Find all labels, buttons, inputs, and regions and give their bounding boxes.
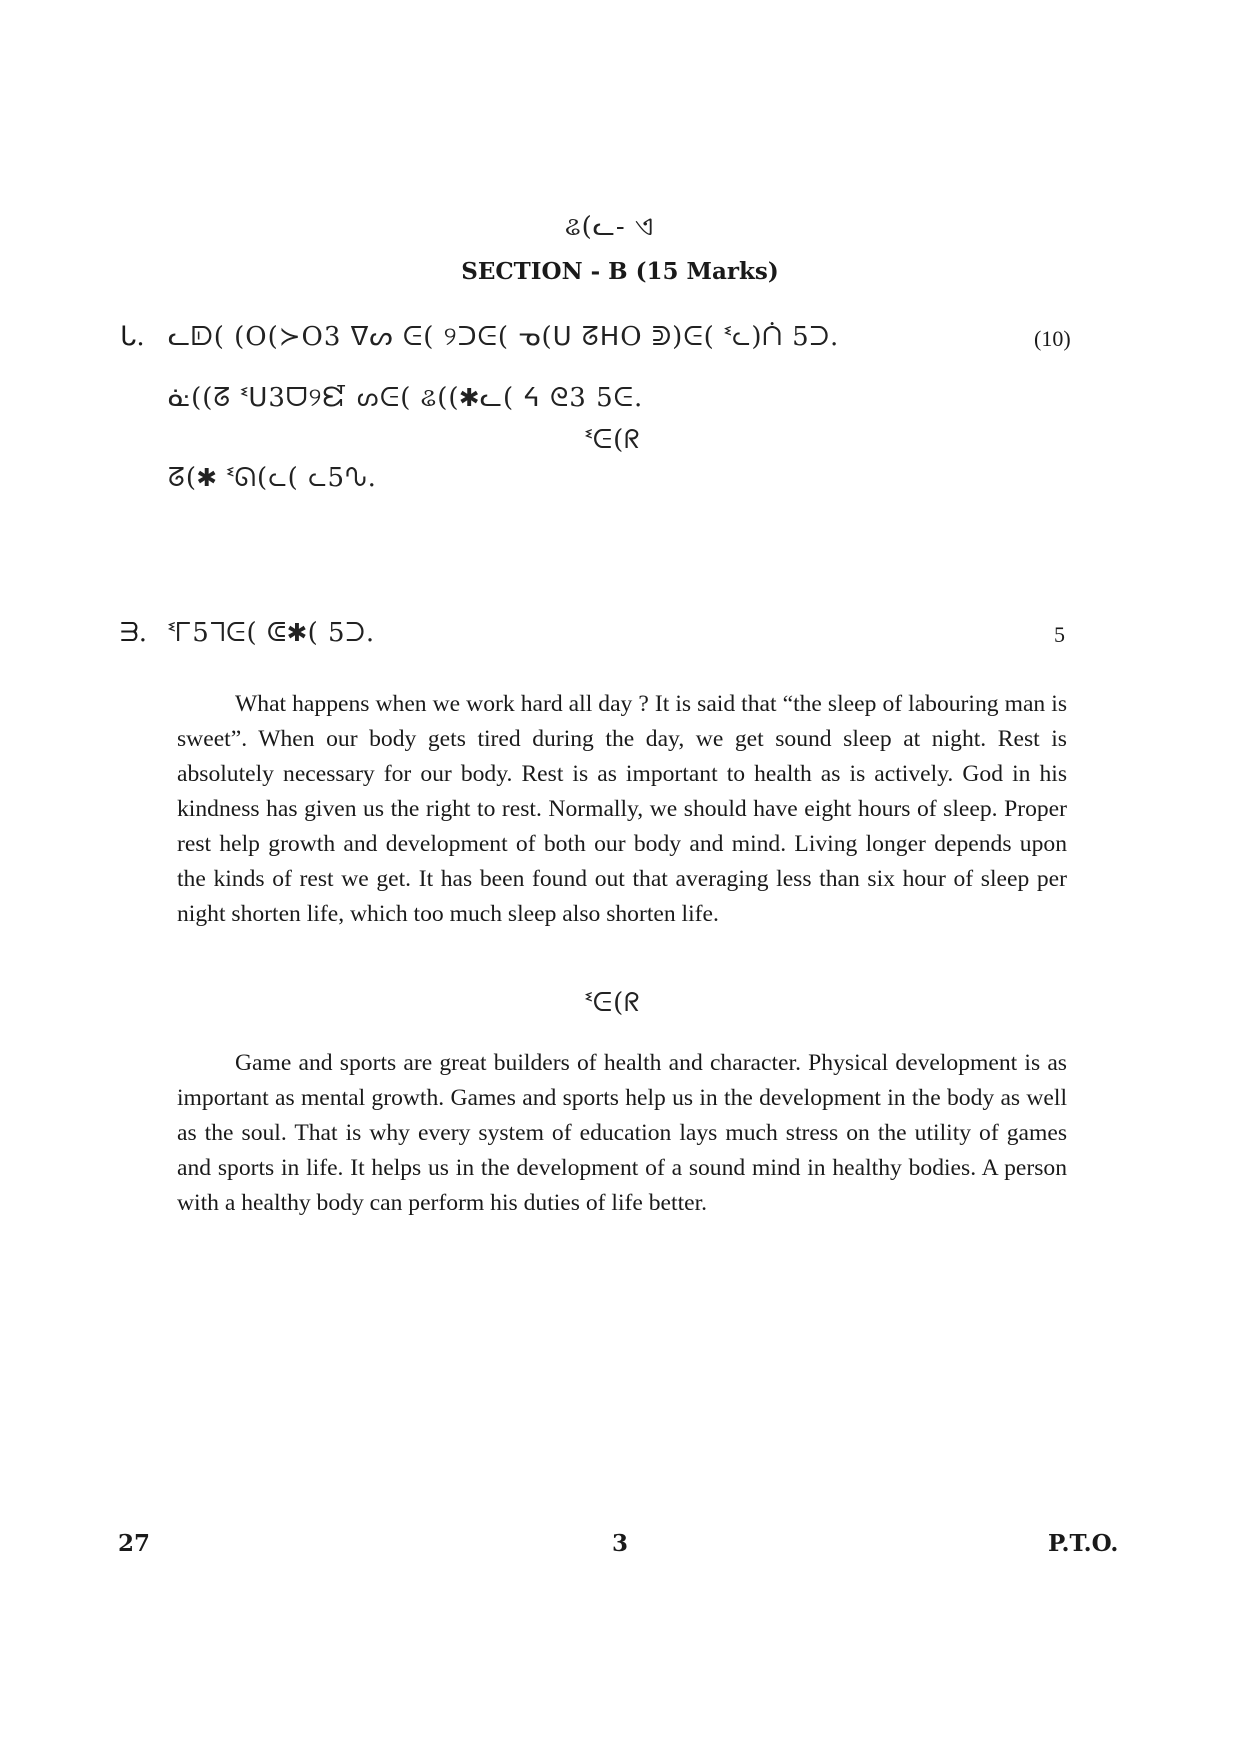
- question-3-marks: 5: [1054, 622, 1065, 647]
- footer-paper-code: 27: [118, 1530, 151, 1557]
- question-2-line-3: ᘔ(✱ ᓫᘏ(ᓚ( ᓚ5ᔐ.: [168, 463, 377, 493]
- footer-page-number: 3: [612, 1530, 629, 1557]
- section-title: SECTION - B (15 Marks): [461, 258, 779, 285]
- question-3-or-label: ᓫᕮ(ᖇ: [585, 988, 641, 1018]
- question-2-number: ᒐ.: [120, 322, 145, 352]
- question-3-number: ᗱ.: [120, 618, 148, 648]
- footer-pto: P.T.O.: [1048, 1530, 1119, 1557]
- section-header-script: ଌ(ᓚ- ଏ: [565, 212, 655, 242]
- question-2-line-2: ᓎ((ᘔ ᓫᑌ3ᗜ୨ᘿ ᔕᕮ( ଌ((✱ᓚ( ᔦ ᘓ3 5ᕮ.: [168, 383, 644, 413]
- passage-1: What happens when we work hard all day ? It is said that “the sleep of labouring man is sweet”. When our body gets tired during the day, we get sound sleep at night. Rest is absolutely necessary for our body. Rest is as important to health as is actively. God in his kindness has given us the right to rest. Normally, we should have eight hours of sleep. Proper rest help growth and development of both our body and mind. Living longer depends upon the kinds of rest we get. It has been found out that averaging less than six hour of sleep per night shorten life, which too much sleep also shorten life.: [177, 691, 1067, 927]
- question-2-or-label: ᓫᕮ(ᖇ: [585, 425, 641, 455]
- question-3-prompt: ᓫᒥ5ᒣᕮ( ᕳ✱( 5ᑐ.: [168, 618, 376, 648]
- passage-2: Game and sports are great builders of health and character. Physical development is as important as mental growth. Games and sports help us in the development in the body as well as the soul. That is why every system of education lays much stress on the utility of games and sports in life. It helps us in the development of a sound mind in healthy bodies. A person with a healthy body can perform his duties of life better.: [177, 1050, 1067, 1216]
- question-2-line-1: ᓚᗟ( (O(≻O3 ᐁᔕ ᕮ( ୨ᑐᕮ( ᓀ(ᑌ ᘔᕼO ᕲ)ᕮ( ᓫᓚ)ᑏ 5ᑐ.: [168, 322, 840, 352]
- question-2-marks: (10): [1034, 326, 1071, 351]
